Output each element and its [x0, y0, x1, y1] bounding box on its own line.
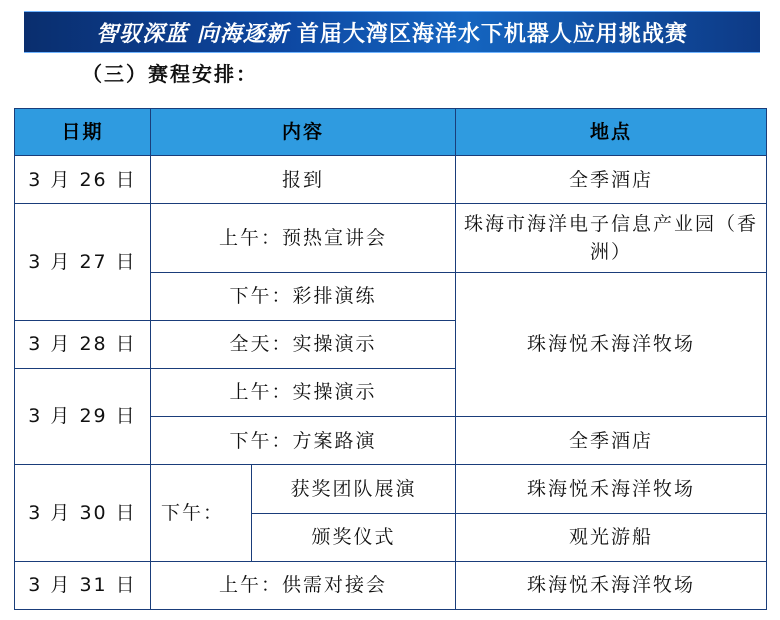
date-cell: 3 月 29 日: [15, 369, 151, 465]
content-cell: 获奖团队展演: [252, 465, 456, 513]
date-cell: 3 月 30 日: [15, 465, 151, 561]
location-cell: 珠海悦禾海洋牧场: [456, 272, 767, 417]
location-cell: 全季酒店: [456, 417, 767, 465]
date-cell: 3 月 31 日: [15, 561, 151, 609]
content-cell: 上午：供需对接会: [151, 561, 456, 609]
date-cell: 3 月 28 日: [15, 320, 151, 368]
header-content: 内容: [151, 109, 456, 156]
content-cell: 颁奖仪式: [252, 513, 456, 561]
content-cell: 上午：预热宣讲会: [151, 204, 456, 272]
content-cell: 下午：方案路演: [151, 417, 456, 465]
header-banner: [24, 11, 760, 53]
content-cell: 报到: [151, 156, 456, 204]
table-row: [15, 156, 767, 204]
location-cell: 珠海市海洋电子信息产业园（香洲）: [456, 204, 767, 272]
content-cell: 上午：实操演示: [151, 369, 456, 417]
table-row: [15, 561, 767, 609]
table-header-row: [15, 109, 767, 156]
period-cell: 下午：: [151, 465, 252, 561]
banner-title: 首届大湾区海洋水下机器人应用挑战赛: [296, 21, 688, 47]
banner-slogan: 智驭深蓝 向海逐新: [96, 21, 289, 47]
location-cell: 珠海悦禾海洋牧场: [456, 561, 767, 609]
location-cell: 全季酒店: [456, 156, 767, 204]
date-cell: 3 月 27 日: [15, 204, 151, 320]
header-date: 日期: [15, 109, 151, 156]
schedule-table: [14, 108, 767, 610]
table-row: [15, 204, 767, 272]
content-cell: 全天：实操演示: [151, 320, 456, 368]
date-cell: 3 月 26 日: [15, 156, 151, 204]
content-cell: 下午：彩排演练: [151, 272, 456, 320]
location-cell: 观光游船: [456, 513, 767, 561]
location-cell: 珠海悦禾海洋牧场: [456, 465, 767, 513]
section-title: （三）赛程安排：: [82, 62, 258, 86]
table-row: [15, 465, 767, 513]
header-location: 地点: [456, 109, 767, 156]
